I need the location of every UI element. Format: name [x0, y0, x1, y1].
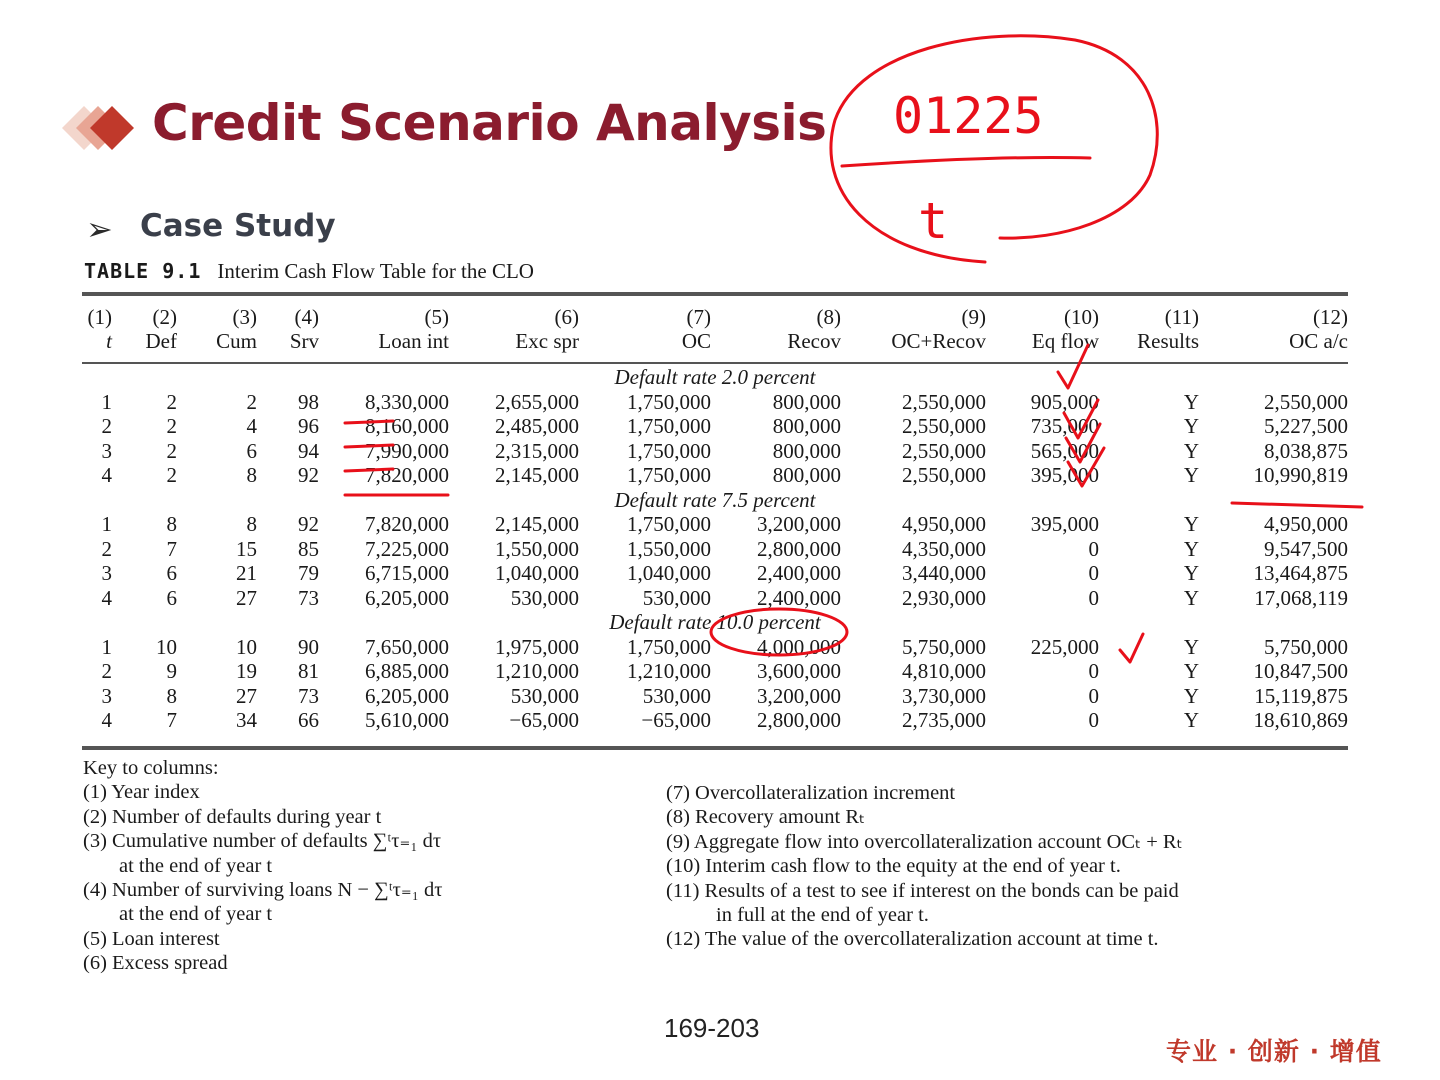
table-row: [82, 561, 1348, 586]
table-row: [82, 390, 1348, 415]
table-cell: 5,610,000: [365, 708, 449, 732]
table-cell: 4,950,000: [1264, 512, 1348, 536]
table-cell: 10,990,819: [1253, 463, 1348, 487]
header-cell: (9): [961, 305, 986, 329]
table-cell: Y: [1183, 561, 1199, 585]
header-cell: (4): [294, 305, 319, 329]
header-cell: Def: [145, 329, 177, 353]
key-item-continued: at the end of year t: [119, 903, 273, 926]
header-row-numbers: [82, 305, 1348, 329]
column-key-right: [666, 781, 1326, 952]
table-cell: 6,885,000: [365, 659, 449, 683]
table-cell: Y: [1183, 536, 1199, 561]
key-item: (3) Cumulative number of defaults ∑ᵗτ₌₁ dτ: [83, 830, 442, 853]
key-item: (2) Number of defaults during year t: [83, 805, 382, 828]
table-cell: 0: [1088, 585, 1099, 610]
header-cell: OC: [681, 329, 711, 353]
header-cell: (10): [1064, 305, 1099, 329]
table-cell: 735,000: [1030, 414, 1099, 438]
table-cell: 5,750,000: [902, 634, 986, 659]
bullet-arrow-icon: ➢: [86, 210, 113, 248]
table-cell: 2: [101, 659, 112, 683]
table-cell: −65,000: [509, 708, 579, 732]
key-item: (11) Results of a test to see if interest on the bonds can be paid: [666, 879, 1179, 902]
page-number: 169-203: [664, 1013, 760, 1043]
header-cell: Loan int: [378, 329, 449, 353]
table-cell: Y: [1183, 463, 1199, 487]
table-cell: 1,975,000: [495, 634, 579, 659]
table-cell: 395,000: [1030, 463, 1099, 487]
table-cell: 3,730,000: [902, 683, 986, 708]
annotation-numerator: 01225: [893, 87, 1044, 145]
table-row: [82, 439, 1348, 464]
table-cell: 13,464,875: [1253, 561, 1348, 585]
table-cell: 9,547,500: [1264, 536, 1348, 561]
table-cell: 8,038,875: [1264, 438, 1348, 463]
table-cell: 1,210,000: [495, 659, 579, 683]
table-cell: 800,000: [772, 438, 841, 463]
table-cell: 225,000: [1030, 634, 1099, 659]
table-cell: Y: [1183, 438, 1199, 463]
header-cell: (1): [87, 305, 112, 329]
table-cell: 6: [166, 585, 177, 610]
table-cell: 2,800,000: [757, 536, 841, 561]
column-key-left: [83, 756, 643, 976]
table-cell: 17,068,119: [1254, 585, 1348, 610]
table-cell: 10: [236, 634, 257, 659]
table-cell: 1: [101, 389, 112, 414]
table-cell: 6,205,000: [365, 683, 449, 708]
table-cell: 530,000: [510, 585, 579, 610]
table-cell: 565,000: [1030, 438, 1099, 463]
table-cell: Y: [1183, 659, 1199, 683]
table-cell: Y: [1183, 708, 1199, 732]
table-cell: 3,440,000: [902, 561, 986, 585]
key-item: (12) The value of the overcollateralization account at time t.: [666, 928, 1159, 951]
table-cell: 21: [236, 561, 257, 585]
table-cell: 8: [166, 683, 177, 708]
table-cell: 1,040,000: [627, 561, 711, 585]
section-heading-row: [82, 488, 1348, 513]
table-cell: 15: [236, 536, 257, 561]
table-cell: 1,750,000: [627, 389, 711, 414]
table-cell: 1,750,000: [627, 414, 711, 438]
table-cell: 4,810,000: [902, 659, 986, 683]
section-heading-row: [82, 610, 1348, 635]
table-cell: 7,225,000: [365, 536, 449, 561]
header-row-names: [82, 329, 1348, 353]
table-cell: 2: [166, 463, 177, 487]
table-cell: 8,330,000: [365, 389, 449, 414]
table-cell: 4,350,000: [902, 536, 986, 561]
table-cell: 34: [236, 708, 257, 732]
table-cell: 2,550,000: [1264, 389, 1348, 414]
table-cell: 0: [1088, 683, 1099, 708]
table-cell: 1,750,000: [627, 438, 711, 463]
table-cell: 2: [101, 536, 112, 561]
table-cell: 19: [236, 659, 257, 683]
table-cell: 1: [101, 634, 112, 659]
table-cell: 2,655,000: [495, 389, 579, 414]
section-title: Default rate 7.5 percent: [614, 487, 816, 512]
table-cell: 3: [101, 683, 112, 708]
header-cell: Recov: [787, 329, 841, 353]
table-cell: 4: [101, 463, 112, 487]
header-cell: Exc spr: [515, 329, 579, 353]
header-cell: (6): [554, 305, 579, 329]
table-row: [82, 708, 1348, 733]
table-cell: 7,820,000: [365, 463, 449, 487]
table-cell: 6: [246, 438, 257, 463]
table-cell: 94: [298, 438, 319, 463]
table-cell: 18,610,869: [1253, 708, 1348, 732]
table-cell: 2,315,000: [495, 438, 579, 463]
logo-diamonds-icon: [40, 88, 150, 168]
key-item-continued: at the end of year t: [119, 854, 273, 877]
table-cell: 2,800,000: [757, 708, 841, 732]
header-cell: (12): [1313, 305, 1348, 329]
table-cell: 2: [101, 414, 112, 438]
table-cell: Y: [1183, 389, 1199, 414]
section-title: Default rate 10.0 percent: [609, 610, 821, 634]
table-cell: 2,400,000: [757, 585, 841, 610]
section-title: Default rate 2.0 percent: [614, 365, 816, 389]
table-cell: 800,000: [772, 414, 841, 438]
table-cell: 1,750,000: [627, 463, 711, 487]
table-cell: 4: [101, 708, 112, 732]
table-cell: 7,990,000: [365, 438, 449, 463]
table-cell: 8: [246, 512, 257, 536]
table-cell: 5,227,500: [1264, 414, 1348, 438]
table-cell: 4,000,000: [757, 634, 841, 659]
table-cell: 73: [298, 585, 319, 610]
table-cell: 0: [1088, 659, 1099, 683]
table-cell: 6,205,000: [365, 585, 449, 610]
table-row: [82, 463, 1348, 488]
section-heading: Case Study: [140, 208, 336, 244]
table-cell: 4: [246, 414, 257, 438]
table-cell: 2,550,000: [902, 414, 986, 438]
key-item: (7) Overcollateralization increment: [666, 782, 956, 804]
table-cell: 27: [236, 585, 257, 610]
table-cell: Y: [1183, 634, 1199, 659]
table-cell: 2: [246, 389, 257, 414]
key-item: (10) Interim cash flow to the equity at the end of year t.: [666, 855, 1121, 878]
key-item: (6) Excess spread: [83, 952, 228, 975]
table-caption: [84, 259, 534, 284]
table-cell: 4,950,000: [902, 512, 986, 536]
table-cell: Y: [1183, 512, 1199, 536]
table-cell: 2,735,000: [902, 708, 986, 732]
header-cell: (8): [816, 305, 841, 329]
header-cell: Srv: [289, 329, 319, 353]
table-cell: 7,650,000: [365, 634, 449, 659]
table-cell: 3,600,000: [757, 659, 841, 683]
slide-title: Credit Scenario Analysis: [152, 94, 827, 152]
header-cell: (5): [424, 305, 449, 329]
table-cell: 2: [166, 438, 177, 463]
header-cell: (11): [1164, 305, 1199, 329]
table-cell: 15,119,875: [1254, 683, 1348, 708]
table-cell: 85: [298, 536, 319, 561]
table-cell: 3,200,000: [757, 683, 841, 708]
header-cell: Cum: [216, 329, 257, 353]
table-cell: 9: [166, 659, 177, 683]
table-cell: 5,750,000: [1264, 634, 1348, 659]
table-title: Interim Cash Flow Table for the CLO: [217, 259, 534, 283]
table-row: [82, 659, 1348, 684]
table-row: [82, 586, 1348, 611]
table-cell: 800,000: [772, 389, 841, 414]
table-row: [82, 635, 1348, 660]
table-cell: 4: [101, 585, 112, 610]
table-cell: 530,000: [642, 683, 711, 708]
table-cell: 10: [156, 634, 177, 659]
key-item: (8) Recovery amount Rₜ: [666, 806, 866, 829]
table-cell: 1,750,000: [627, 634, 711, 659]
table-cell: 905,000: [1030, 389, 1099, 414]
table-cell: 2,400,000: [757, 561, 841, 585]
header-cell: Results: [1137, 329, 1199, 353]
table-cell: 3: [101, 561, 112, 585]
table-cell: 10,847,500: [1253, 659, 1348, 683]
table-cell: 6,715,000: [365, 561, 449, 585]
table-top-rule: [82, 292, 1348, 296]
table-cell: 92: [298, 512, 319, 536]
table-cell: 8: [246, 463, 257, 487]
table-cell: 8,160,000: [365, 414, 449, 438]
table-cell: −65,000: [641, 708, 711, 732]
header-cell: (3): [232, 305, 257, 329]
table-cell: 0: [1088, 561, 1099, 585]
table-cell: 530,000: [510, 683, 579, 708]
table-cell: 530,000: [642, 585, 711, 610]
header-cell: OC a/c: [1289, 329, 1348, 353]
section-heading-row: [82, 365, 1348, 390]
header-cell: (2): [152, 305, 177, 329]
table-cell: 2,550,000: [902, 438, 986, 463]
table-cell: 1,040,000: [495, 561, 579, 585]
header-cell: t: [106, 329, 112, 353]
table-cell: Y: [1183, 683, 1199, 708]
table-cell: 98: [298, 389, 319, 414]
table-cell: 1,750,000: [627, 512, 711, 536]
header-cell: Eq flow: [1031, 329, 1099, 353]
table-cell: 92: [298, 463, 319, 487]
key-item-continued: in full at the end of year t.: [716, 904, 929, 927]
annotation-denominator: t: [918, 192, 949, 250]
table-cell: 7,820,000: [365, 512, 449, 536]
table-cell: 1,550,000: [495, 536, 579, 561]
table-cell: 6: [166, 561, 177, 585]
table-cell: 7: [166, 536, 177, 561]
header-cell: (7): [686, 305, 711, 329]
table-cell: 8: [166, 512, 177, 536]
table-cell: 2: [166, 414, 177, 438]
slogan: 专业 · 创新 · 增值: [1166, 1037, 1382, 1066]
annotation-circle: [831, 36, 1157, 262]
table-cell: 1,210,000: [627, 659, 711, 683]
table-row: [82, 537, 1348, 562]
table-cell: 96: [298, 414, 319, 438]
table-cell: 1: [101, 512, 112, 536]
table-row: [82, 512, 1348, 537]
table-cell: 800,000: [772, 463, 841, 487]
key-item: (5) Loan interest: [83, 927, 220, 950]
table-cell: Y: [1183, 414, 1199, 438]
table-cell: 2,145,000: [495, 463, 579, 487]
table-cell: 0: [1088, 536, 1099, 561]
table-cell: 2,550,000: [902, 463, 986, 487]
key-item: (4) Number of surviving loans N − ∑ᵗτ₌₁ dτ: [83, 879, 443, 902]
table-cell: 2,550,000: [902, 389, 986, 414]
table-cell: 395,000: [1030, 512, 1099, 536]
table-cell: 3,200,000: [757, 512, 841, 536]
cash-flow-table: [82, 305, 1348, 733]
table-cell: 73: [298, 683, 319, 708]
table-cell: 2,485,000: [495, 414, 579, 438]
key-heading: Key to columns:: [83, 757, 219, 779]
table-cell: 0: [1088, 708, 1099, 732]
table-cell: 79: [298, 561, 319, 585]
table-cell: 2,930,000: [902, 585, 986, 610]
table-cell: 81: [298, 659, 319, 683]
table-cell: 90: [298, 634, 319, 659]
spacer-row: [82, 353, 1348, 365]
table-cell: Y: [1183, 585, 1199, 610]
table-row: [82, 684, 1348, 709]
table-cell: 27: [236, 683, 257, 708]
table-cell: 7: [166, 708, 177, 732]
key-item: (1) Year index: [83, 781, 200, 804]
table-cell: 2,145,000: [495, 512, 579, 536]
table-cell: 66: [298, 708, 319, 732]
table-cell: 3: [101, 438, 112, 463]
table-cell: 2: [166, 389, 177, 414]
table-number: TABLE 9.1: [84, 259, 202, 283]
annotation-fraction-bar: [842, 157, 1090, 166]
key-item: (9) Aggregate flow into overcollateralization account OCₜ + Rₜ: [666, 830, 1183, 853]
header-cell: OC+Recov: [891, 329, 986, 353]
table-bottom-rule: [82, 746, 1348, 750]
table-row: [82, 414, 1348, 439]
table-cell: 1,550,000: [627, 536, 711, 561]
